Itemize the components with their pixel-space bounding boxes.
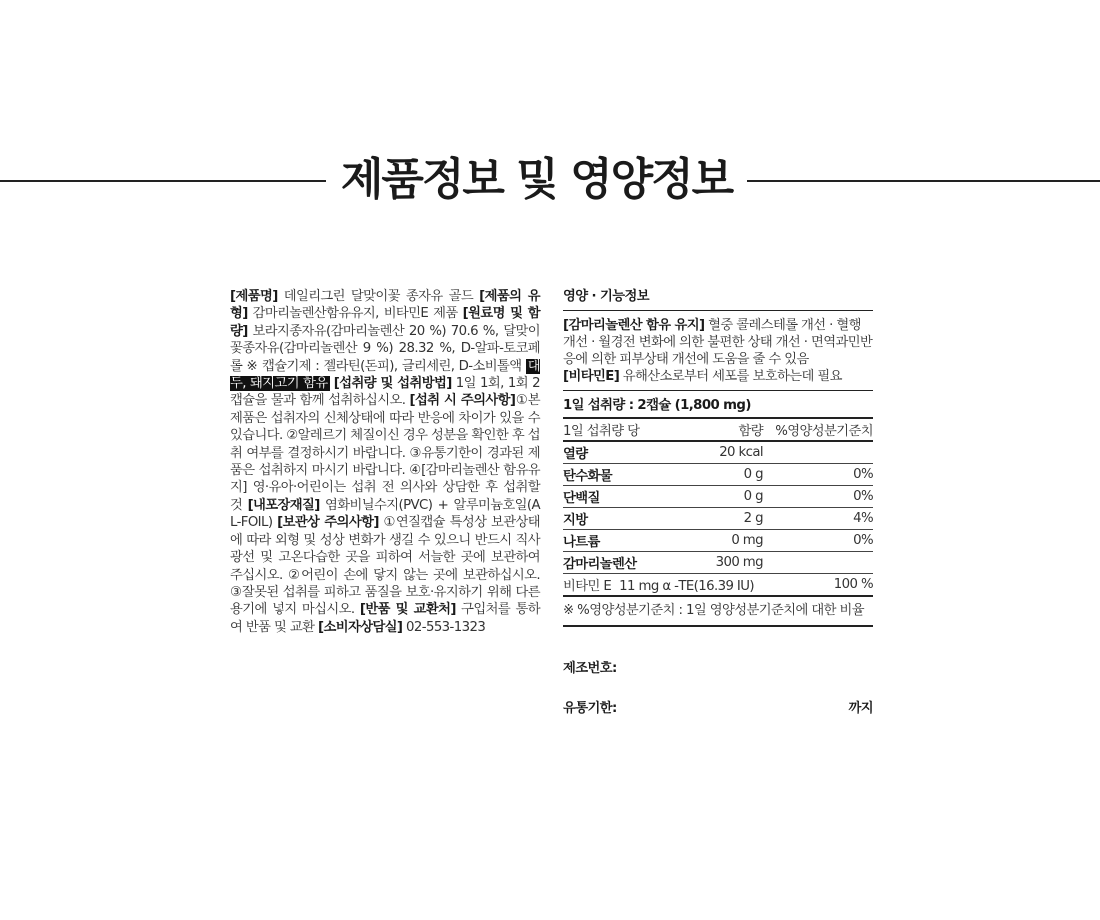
storage-value: ①연질캡슐 특성상 보관상태에 따라 외형 및 성상 변화가 생길 수 있으니 반드시 직사광선 및 고온다습한 곳을 피하여 서늘한 곳에 보관하여 주십시오. ②어린이 손에 닿지 않는 곳에 보관하십시오. ③잘못된 섭취를 피하고 품질을 보호·유지하기 위해 다른 용기에 넣지 마십시오.: [230, 515, 540, 618]
nutrient-percent: [763, 552, 873, 574]
nutrient-percent: 0%: [763, 464, 873, 486]
nutrient-amount: 2 g: [663, 508, 763, 530]
gla-text: 혈중 콜레스테롤 개선 · 혈행개선 · 월경전 변화에 의한 불편한 상태 개선 · 면역과민반응에 의한 피부상태 개선에 도움을 줄 수 있음: [563, 318, 873, 367]
nutrient-name: 단백질: [563, 486, 663, 508]
nutrient-name: 나트륨: [563, 530, 663, 552]
nutrition-row: [563, 486, 873, 508]
packaging-value: 염화비닐수지(PVC) + 알루미늄호일(AL-FOIL): [230, 497, 541, 531]
nutrition-row: [563, 552, 873, 574]
nutrition-row: [563, 530, 873, 552]
expiry-date: [563, 697, 873, 717]
serving-size: 1일 섭취량 : 2캡슐 (1,800 mg): [563, 391, 873, 419]
nutrition-row: [563, 441, 873, 464]
gla-label: [감마리놀렌산 함유 유지]: [563, 318, 705, 333]
nutrient-percent: 0%: [763, 486, 873, 508]
header-amount: 함량: [663, 419, 763, 441]
nutrient-name: 탄수화물: [563, 464, 663, 486]
vitamin-e-row: [563, 574, 873, 597]
function-info: [563, 311, 873, 391]
storage-label: [보관상 주의사항]: [277, 515, 379, 531]
vite-function: [563, 368, 873, 385]
vite-label: [비타민E]: [563, 369, 620, 384]
nutrition-row: [563, 464, 873, 486]
product-name-value: 데일리그린 달맞이꽃 종자유 골드: [277, 289, 480, 304]
product-info: [230, 288, 540, 636]
product-type-label: [제품의 유형]: [230, 289, 540, 322]
consult-label: [소비자상담실]: [317, 619, 403, 635]
nutrient-amount: 300 mg: [663, 552, 763, 574]
nutrition-header-row: [563, 419, 873, 441]
vitamin-e-percent: 100 %: [763, 574, 873, 597]
title-divider-left: [0, 180, 326, 182]
nutrient-amount: 20 kcal: [663, 441, 763, 464]
nutrition-panel: [563, 288, 873, 717]
consult-value: 02-553-1323: [402, 619, 486, 635]
product-type-value: 감마리놀렌산함유유지, 비타민E 제품: [247, 306, 463, 322]
header-percent: %영양성분기준치: [763, 419, 873, 441]
ingredients-label: [원료명 및 함량]: [230, 306, 540, 339]
nutrition-section-title: 영양 · 기능정보: [563, 288, 873, 311]
manufacture-number: 제조번호:: [563, 661, 617, 676]
nutrient-amount: 0 g: [663, 464, 763, 486]
title-divider-right: [747, 180, 1100, 182]
expiry-until: 까지: [848, 701, 873, 716]
nutrition-note: ※ %영양성분기준치 : 1일 영양성분기준치에 대한 비율: [563, 597, 873, 627]
vitamin-e-amount: 11 mg α -TE(16.39 IU): [619, 579, 754, 594]
vitamin-e-name: 비타민 E: [563, 579, 612, 594]
caution-label: [섭취 시 주의사항]: [409, 393, 516, 409]
page-title: 제품정보 및 영양정보: [340, 154, 733, 205]
nutrient-name: 지방: [563, 508, 663, 530]
header-name: 1일 섭취량 당: [563, 419, 663, 441]
packaging-label: [내포장재질]: [247, 497, 320, 513]
allergen-badge: 대두, 돼지고기 함유: [230, 358, 540, 392]
return-label: [반품 및 교환처]: [359, 602, 456, 618]
nutrient-percent: 4%: [763, 508, 873, 530]
caution-value: ①본 제품은 섭취자의 신체상태에 따라 반응에 차이가 있을 수 있습니다. ②알레르기 체질이신 경우 성분을 확인한 후 섭취 여부를 결정하시기 바랍니다. ③유통기한이 경과된 제품은 섭취하지 마시기 바랍니다. ④[감마리놀렌산 함유유지] 영·유아·어린이는 섭취 전 의사와 상담한 후 섭취할 것: [230, 393, 540, 513]
nutrient-name: 열량: [563, 441, 663, 464]
vite-text: 유해산소로부터 세포를 보호하는데 필요: [619, 369, 842, 384]
intake-value: 1일 1회, 1회 2캡슐을 물과 함께 섭취하십시오.: [230, 376, 540, 409]
nutrient-percent: [763, 441, 873, 464]
gla-function: [563, 317, 873, 368]
vitamin-e-cell: [563, 574, 763, 597]
nutrition-row: [563, 508, 873, 530]
intake-label: [섭취량 및 섭취방법]: [333, 376, 452, 392]
title-row: [0, 150, 1100, 210]
nutrient-amount: 0 mg: [663, 530, 763, 552]
expiry-label: 유통기한:: [563, 701, 617, 716]
return-value: 구입처를 통하여 반품 및 교환: [230, 602, 540, 635]
nutrient-name: 감마리놀렌산: [563, 552, 663, 574]
nutrient-percent: 0%: [763, 530, 873, 552]
nutrient-amount: 0 g: [663, 486, 763, 508]
nutrition-table: [563, 419, 873, 597]
ingredients-value: 보라지종자유(감마리놀렌산 20 %) 70.6 %, 달맞이꽃종자유(감마리놀렌산 9 %) 28.32 %, D-알파-토코페롤 ※ 캡슐기제 : 젤라틴(돈피), 글리세린, D-소비톨액: [230, 323, 540, 374]
product-name-label: [제품명]: [230, 289, 278, 304]
